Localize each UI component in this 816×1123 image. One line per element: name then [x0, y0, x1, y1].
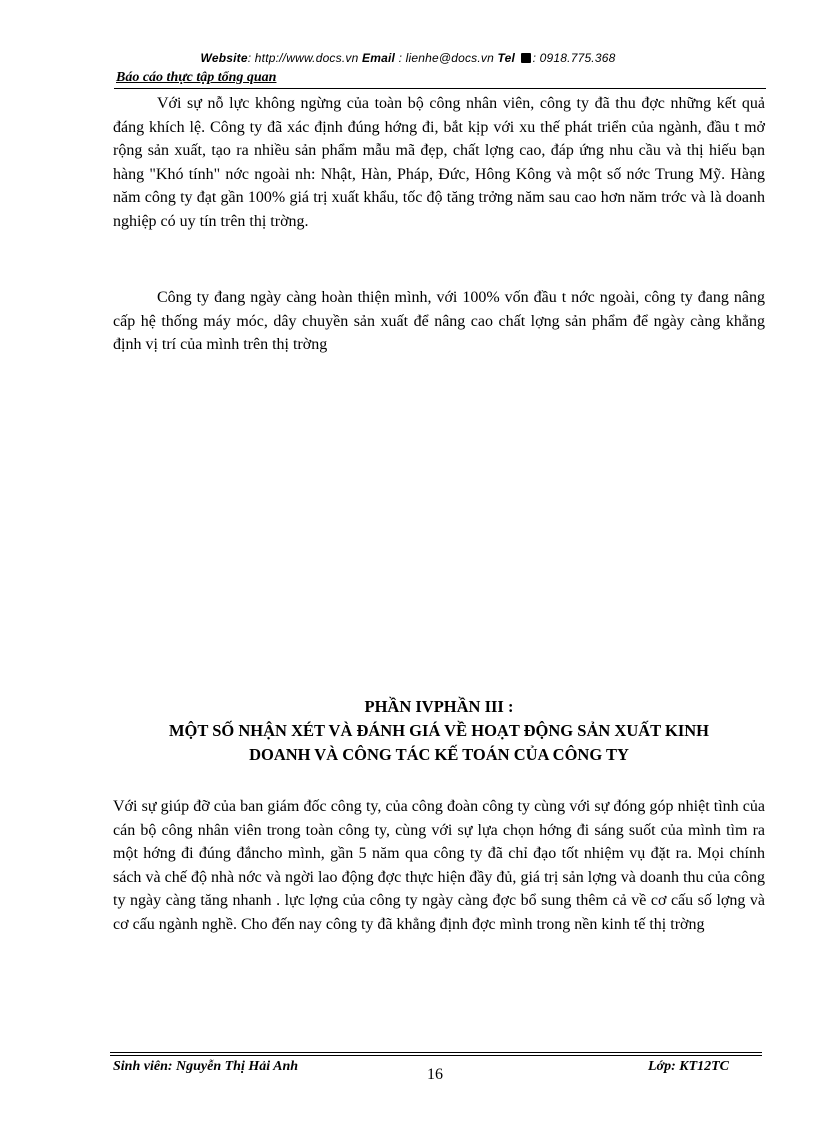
tel-label: Tel: [497, 51, 516, 65]
site-contact-line: [0, 51, 816, 65]
paragraph-1: Với sự nỗ lực không ngừng của toàn bộ công nhân viên, công ty đã thu đợc những kết quả đáng khích lệ. Công ty đã xác định đúng hớng đi, bắt kịp với xu thế phát triển của ngành, đầu t mở rộng sản xuất, tạo ra nhiều sản phẩm mẫu mã đẹp, chất lợng cao, đáp ứng nhu cầu và thị hiếu bạn hàng "Khó tính" nớc ngoài nh: Nhật, Hàn, Pháp, Đức, Hông Kông và một số nớc Trung Mỹ. Hàng năm công ty đạt gần 100% giá trị xuất khẩu, tốc độ tăng trởng năm sau cao hơn năm trớc và là doanh nghiệp có uy tín trên thị trờng.: [113, 95, 765, 230]
phone-icon: [521, 53, 531, 63]
footer-rule: [110, 1052, 762, 1053]
website-label: Website: [200, 51, 248, 65]
email-value: : lienhe@docs.vn: [398, 51, 494, 65]
section-heading-line-3: DOANH VÀ CÔNG TÁC KẾ TOÁN CỦA CÔNG TY: [249, 745, 629, 764]
footer-rule-thin: [110, 1055, 762, 1056]
footer-class: Lớp: KT12TC: [648, 1059, 730, 1074]
section-heading-line-1: PHẦN IVPHẦN III :: [364, 697, 514, 716]
tel-value: : 0918.775.368: [532, 51, 616, 65]
section-heading: [113, 695, 765, 767]
email-label: Email: [362, 51, 396, 65]
paragraph-2: Công ty đang ngày càng hoàn thiện mình, với 100% vốn đầu t nớc ngoài, công ty đang nâng cấp hệ thống máy móc, dây chuyền sản xuất để nâng cao chất lợng sản phẩm để ngày càng khẳng định vị trí của mình trên thị trờng: [113, 289, 765, 354]
running-header-title: Báo cáo thực tập tổng quan: [116, 70, 277, 85]
page-number: 16: [427, 1066, 443, 1083]
paragraph-3: Với sự giúp đỡ của ban giám đốc công ty, của công đoàn công ty cùng với sự đóng góp nhiệt tình của cán bộ công nhân viên trong toàn công ty, cùng với sự lựa chọn hớng đi sáng suốt của mình tìm ra một hớng đi đúng đắncho mình, gần 5 năm qua công ty đã chỉ đạo tốt nhiệm vụ đặt ra. Mọi chính sách và chế độ nhà nớc và ngời lao động đợc thực hiện đầy đủ, giá trị sản lợng và doanh thu của công ty ngày càng tăng nhanh . lực lợng của công ty ngày càng đợc bổ sung thêm cả về cơ cấu số lợng và cơ cấu ngành nghề. Cho đến nay công ty đã khẳng định đợc mình trong nền kinh tế thị trờng: [113, 798, 765, 933]
running-header: [114, 68, 766, 89]
section-heading-line-2: MỘT SỐ NHẬN XÉT VÀ ĐÁNH GIÁ VỀ HOẠT ĐỘNG SẢN XUẤT KINH: [168, 721, 709, 740]
website-value: : http://www.docs.vn: [247, 51, 359, 65]
footer-student-name: Sinh viên: Nguyễn Thị Hải Anh: [113, 1059, 299, 1074]
